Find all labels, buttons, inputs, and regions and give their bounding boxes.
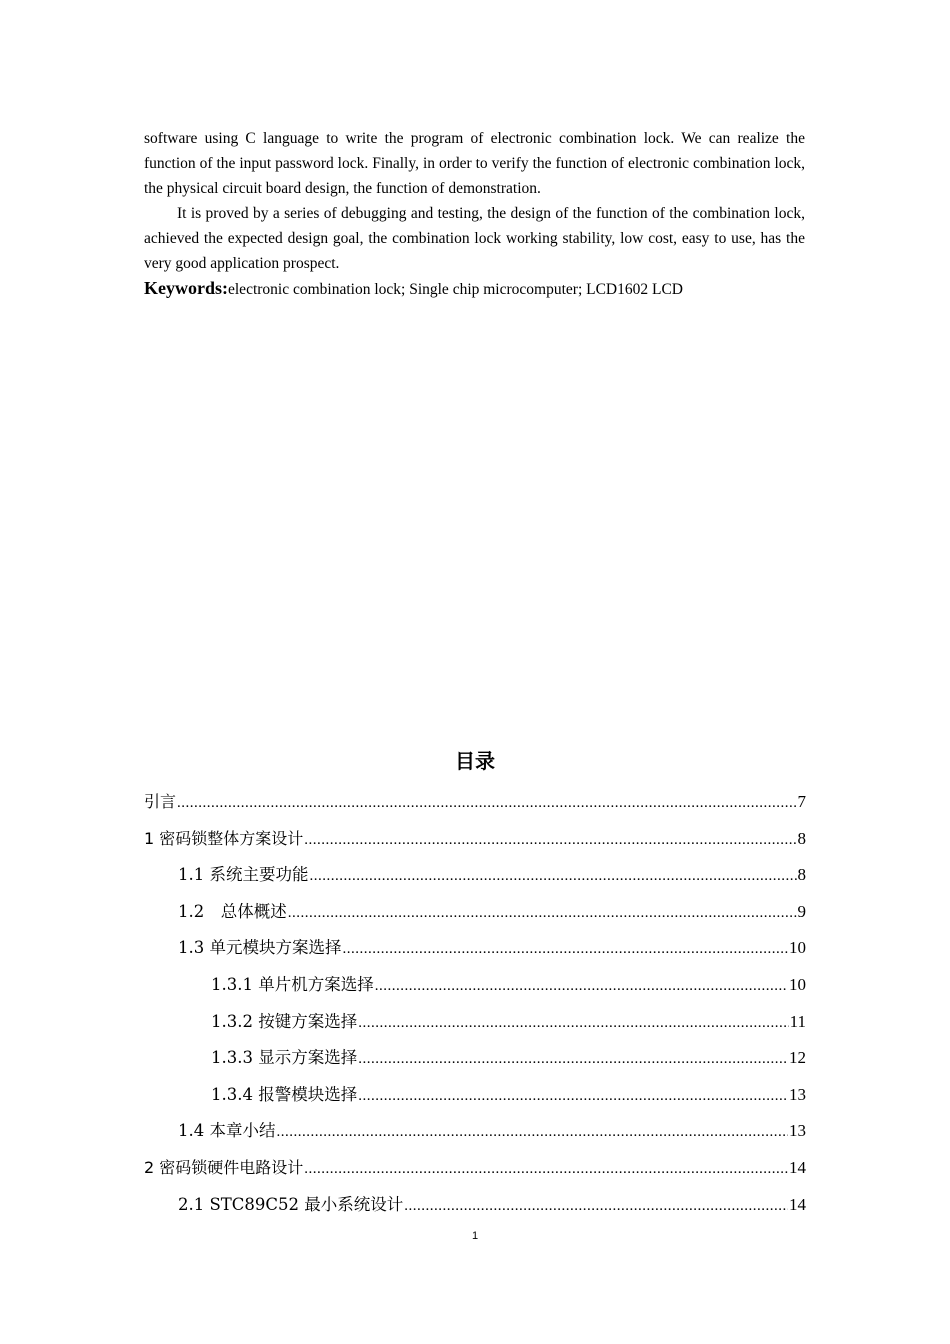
toc-leader-dots xyxy=(358,1005,788,1042)
toc-entry[interactable] xyxy=(144,894,806,931)
toc-entry-label: 引言 xyxy=(144,792,177,811)
abstract-paragraph-2: It is proved by a series of debugging and testing, the design of the function of the combination lock, achieved the expected design goal, the combination lock working stability, low cost, easy to use, has the very good application prospect. xyxy=(144,205,805,272)
toc-entry-label: 2 密码锁硬件电路设计 xyxy=(144,1157,304,1177)
toc-entry-label: 1.3 单元模块方案选择 xyxy=(178,938,342,958)
toc-entry-label: 1.3.3 显示方案选择 xyxy=(211,1048,358,1068)
abstract-paragraph-1: software using C language to write the program of electronic combination lock. We can realize the function of the input password lock. Finally, in order to verify the function of electronic combination lock, the physical circuit board design, the function of demonstration. xyxy=(144,130,805,197)
toc-entry-label: 1.2 总体概述 xyxy=(178,901,287,921)
table-of-contents xyxy=(144,784,806,1223)
toc-entry-page: 12 xyxy=(789,1048,806,1068)
toc-leader-dots xyxy=(277,1114,789,1151)
toc-entry[interactable] xyxy=(144,1040,806,1077)
toc-entry[interactable] xyxy=(144,1187,806,1224)
toc-entry-page: 13 xyxy=(789,1084,806,1104)
toc-entry[interactable] xyxy=(144,1113,806,1150)
toc-entry[interactable] xyxy=(144,1077,806,1114)
toc-leader-dots xyxy=(404,1188,788,1225)
toc-entry-page: 14 xyxy=(789,1194,806,1214)
toc-leader-dots xyxy=(375,968,788,1005)
toc-entry[interactable] xyxy=(144,1150,806,1187)
toc-entry-page: 8 xyxy=(797,865,806,885)
toc-leader-dots xyxy=(177,785,796,822)
toc-entry-page: 8 xyxy=(797,828,806,848)
toc-entry[interactable] xyxy=(144,821,806,858)
toc-entry-page: 10 xyxy=(789,974,806,994)
toc-leader-dots xyxy=(304,822,796,859)
toc-entry[interactable] xyxy=(144,784,806,821)
abstract-section xyxy=(144,126,805,302)
toc-leader-dots xyxy=(358,1078,788,1115)
toc-entry-label: 2.1 STC89C52 最小系统设计 xyxy=(178,1194,404,1214)
toc-entry[interactable] xyxy=(144,1004,806,1041)
toc-leader-dots xyxy=(288,895,797,932)
keywords-line xyxy=(144,276,805,302)
toc-entry-label: 1.3.2 按键方案选择 xyxy=(211,1011,358,1031)
page-number: 1 xyxy=(471,1230,479,1242)
toc-entry[interactable] xyxy=(144,930,806,967)
toc-entry-label: 1.3.4 报警模块选择 xyxy=(211,1084,358,1104)
toc-entry[interactable] xyxy=(144,967,806,1004)
keywords-label: Keywords: xyxy=(144,278,228,298)
toc-title: 目录 xyxy=(455,749,495,773)
toc-leader-dots xyxy=(310,858,797,895)
toc-entry-page: 14 xyxy=(789,1157,806,1177)
toc-entry-label: 1 密码锁整体方案设计 xyxy=(144,828,304,848)
toc-entry-page: 7 xyxy=(797,792,806,811)
toc-leader-dots xyxy=(343,931,789,968)
toc-entry-label: 1.4 本章小结 xyxy=(178,1121,276,1141)
toc-entry[interactable] xyxy=(144,857,806,894)
toc-entry-page: 10 xyxy=(789,938,806,958)
toc-entry-label: 1.1 系统主要功能 xyxy=(178,865,309,885)
toc-entry-page: 9 xyxy=(797,901,806,921)
toc-leader-dots xyxy=(358,1041,788,1078)
toc-leader-dots xyxy=(304,1151,788,1188)
toc-entry-page: 11 xyxy=(789,1011,806,1031)
toc-entry-label: 1.3.1 单片机方案选择 xyxy=(211,974,374,994)
toc-entry-page: 13 xyxy=(789,1121,806,1141)
keywords-text: electronic combination lock; Single chip microcomputer; LCD1602 LCD xyxy=(228,281,683,298)
